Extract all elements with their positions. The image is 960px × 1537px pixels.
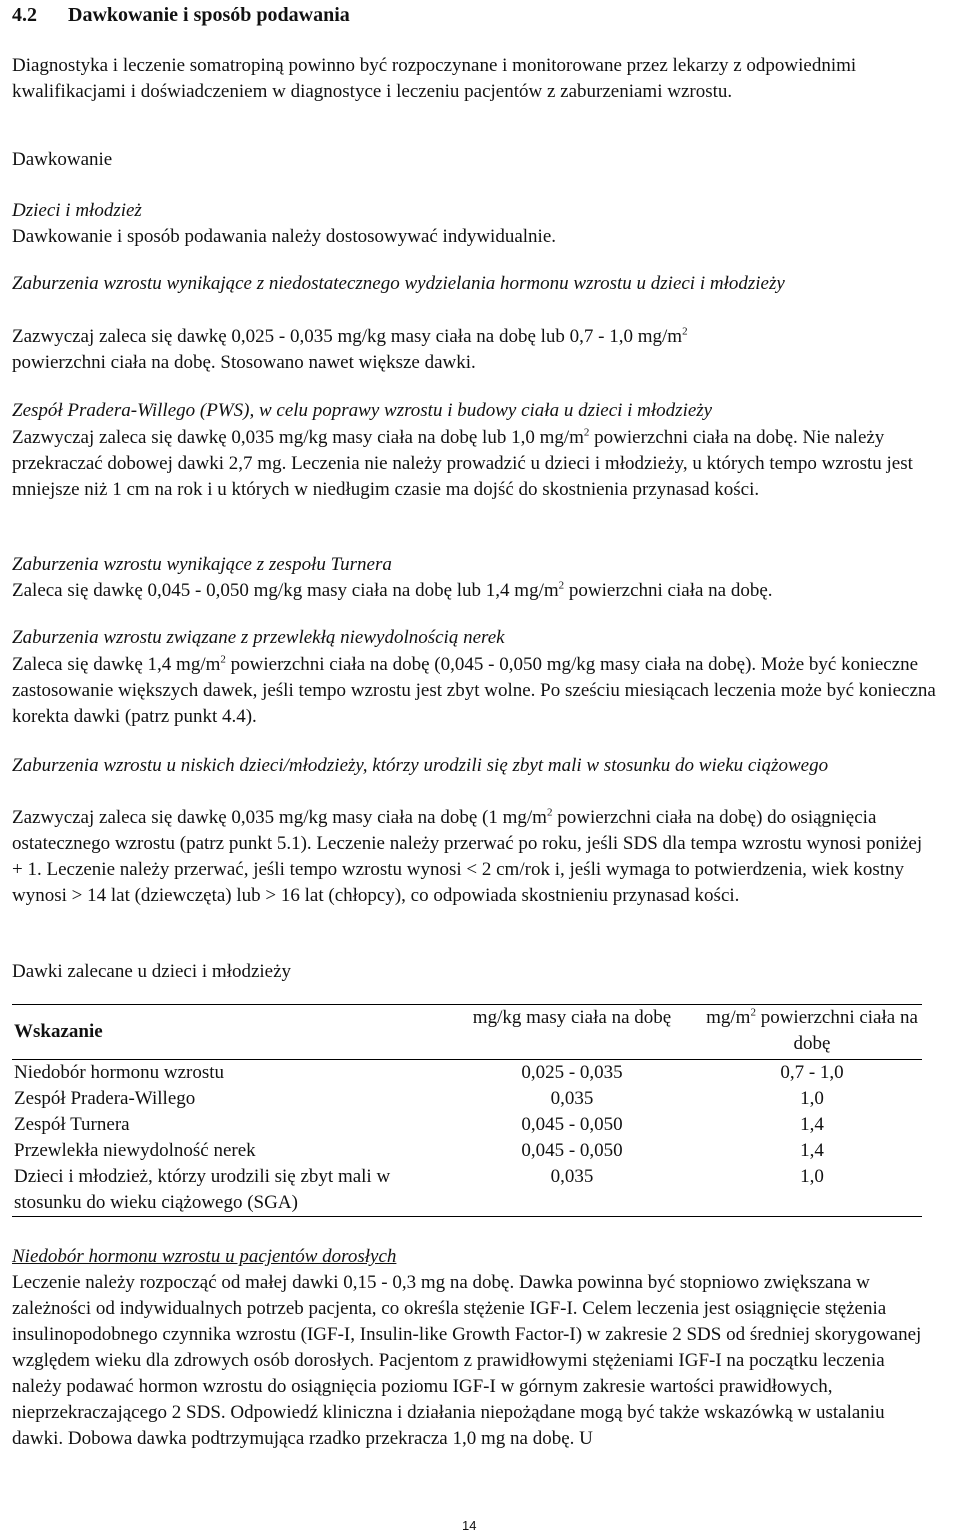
turner-text	[12, 578, 937, 604]
row-indication: Dzieci i młodzież, którzy urodzili się zbyt mali w stosunku do wieku ciążowego (SGA)	[14, 1166, 391, 1213]
ghd-children-heading: Zaburzenia wzrostu wynikające z niedostatecznego wydzielania hormonu wzrostu u dzieci i młodzieży	[12, 273, 785, 294]
row-mgkg: 0,035	[550, 1166, 594, 1187]
sga-text	[12, 805, 937, 909]
dose-table	[12, 1004, 922, 1217]
row-mgkg: 0,045 - 0,050	[521, 1114, 623, 1135]
pws-text	[12, 425, 937, 503]
sga-heading: Zaburzenia wzrostu u niskich dzieci/młodzieży, którzy urodzili się zbyt mali w stosunku do wieku ciążowego	[12, 755, 829, 776]
children-text: Dawkowanie i sposób podawania należy dostosowywać indywidualnie.	[12, 226, 557, 247]
turner-text-part1: Zaleca się dawkę 0,045 - 0,050 mg/kg masy ciała na dobę lub 1,4 mg/m	[12, 580, 559, 601]
children-heading: Dzieci i młodzież	[12, 200, 142, 221]
row-mgkg: 0,045 - 0,050	[521, 1140, 623, 1161]
pws-heading: Zespół Pradera-Willego (PWS), w celu poprawy wzrostu i budowy ciała u dzieci i młodzieży	[12, 400, 713, 421]
sga-sup: 2	[546, 806, 553, 819]
turner-sup: 2	[558, 579, 565, 592]
row-mgm2: 1,4	[800, 1114, 824, 1135]
ghd-text-part1: Zazwyczaj zaleca się dawkę 0,025 - 0,035 mg/kg masy ciała na dobę lub 0,7 - 1,0 mg/m	[12, 326, 683, 347]
sga-text-part2: powierzchni ciała na dobę) do osiągnięcia ostatecznego wzrostu (patrz punkt 5.1). Leczenie należy przerwać po roku, jeśli SDS dla tempa wzrostu wynosi poniżej + 1. Leczenie należy przerwać, jeśli tempo wzrostu wynosi < 2 cm/rok i, jeśli wymaga to potwierdzenia, wiek kostny wynosi > 14 lat (dziewczęta) lub > 16 lat (chłopcy), co odpowiada skostnieniu przynasad kości.	[12, 807, 923, 906]
adults-text: Leczenie należy rozpocząć od małej dawki 0,15 - 0,3 mg na dobę. Dawka powinna być stopniowo zwiększana w zależności od indywidualnych potrzeb pacjenta, co określa stężenie IGF-I. Celem leczenia jest osiągnięcie stężenia insulinopodobnego czynnika wzrostu (IGF-I, Insulin-like Growth Factor-I) w zakresie 2 SDS od średniej skorygowanej względem wieku dla zdrowych osób dorosłych. Pacjentom z prawidłowymi stężeniami IGF-I na początku leczenia należy podawać hormon wzrostu do osiągnięcia poziomu IGF-I w górnym zakresie wartości prawidłowych, nieprzekraczającego 2 SDS. Odpowiedź kliniczna i działania niepożądane mogą być także wskazówką w ustalaniu dawki. Dobowa dawka podtrzymująca rzadko przekracza 1,0 mg na dobę. U	[12, 1272, 922, 1449]
row-indication: Zespół Turnera	[14, 1114, 130, 1135]
intro-paragraph: Diagnostyka i leczenie somatropiną powinno być rozpoczynane i monitorowane przez lekarzy z odpowiednimi kwalifikacjami i doświadczeniem w diagnostyce i leczeniu pacjentów z zaburzeniami wzrostu.	[12, 55, 857, 102]
section-number: 4.2	[12, 4, 37, 26]
row-indication: Zespół Pradera-Willego	[14, 1088, 196, 1109]
header-mgm2-part1: mg/m	[706, 1007, 751, 1028]
ckd-heading: Zaburzenia wzrostu związane z przewlekłą niewydolnością nerek	[12, 627, 505, 648]
table-header-row	[12, 1005, 922, 1060]
header-mgkg: mg/kg masy ciała na dobę	[472, 1007, 672, 1028]
pws-sup: 2	[583, 426, 590, 439]
table-row	[12, 1138, 922, 1164]
header-indication: Wskazanie	[14, 1021, 103, 1042]
ckd-sup: 2	[220, 653, 226, 666]
row-mgkg: 0,025 - 0,035	[521, 1062, 623, 1083]
adults-heading: Niedobór hormonu wzrostu u pacjentów dorosłych	[12, 1246, 397, 1267]
row-mgm2: 0,7 - 1,0	[780, 1062, 844, 1083]
section-heading	[12, 2, 350, 28]
table-row	[12, 1060, 922, 1087]
row-indication: Przewlekła niewydolność nerek	[14, 1140, 256, 1161]
table-caption: Dawki zalecane u dzieci i młodzieży	[12, 961, 292, 982]
row-mgm2: 1,4	[800, 1140, 824, 1161]
header-mgm2-sup: 2	[750, 1006, 756, 1019]
header-mgm2	[702, 1005, 922, 1060]
page-number: 14	[462, 1518, 477, 1533]
table-row	[12, 1086, 922, 1112]
ckd-text	[12, 652, 937, 730]
dosing-heading: Dawkowanie	[12, 149, 113, 170]
row-mgm2: 1,0	[800, 1088, 824, 1109]
ckd-text-part1: Zaleca się dawkę 1,4 mg/m	[12, 654, 221, 675]
ghd-sup: 2	[682, 325, 688, 338]
table-row	[12, 1112, 922, 1138]
row-mgm2: 1,0	[800, 1166, 824, 1187]
sga-text-part1: Zazwyczaj zaleca się dawkę 0,035 mg/kg masy ciała na dobę (1 mg/m	[12, 807, 547, 828]
turner-heading: Zaburzenia wzrostu wynikające z zespołu Turnera	[12, 554, 392, 575]
ghd-text-part2: powierzchni ciała na dobę. Stosowano nawet większe dawki.	[12, 352, 476, 373]
ghd-children-text	[12, 324, 937, 376]
ckd-text-part2: powierzchni ciała na dobę (0,045 - 0,050 mg/kg masy ciała na dobę). Może być konieczne zastosowanie większych dawek, jeśli tempo wzrostu jest zbyt wolne. Po sześciu miesiącach leczenia może być konieczna korekta dawki (patrz punkt 4.4).	[12, 654, 936, 727]
table-row	[12, 1164, 922, 1217]
turner-text-part2: powierzchni ciała na dobę.	[564, 580, 773, 601]
header-mgm2-part2: powierzchni ciała na dobę	[755, 1007, 918, 1054]
row-indication: Niedobór hormonu wzrostu	[14, 1062, 225, 1083]
pws-text-part2: powierzchni ciała na dobę. Nie należy przekraczać dobowej dawki 2,7 mg. Leczenia nie należy prowadzić u dzieci i młodzieży, u których tempo wzrostu jest mniejsze niż 1 cm na rok i u których w niedługim czasie ma dojść do skostnienia przynasad kości.	[12, 427, 913, 500]
section-title: Dawkowanie i sposób podawania	[68, 4, 350, 26]
row-mgkg: 0,035	[550, 1088, 594, 1109]
pws-text-part1: Zazwyczaj zaleca się dawkę 0,035 mg/kg masy ciała na dobę lub 1,0 mg/m	[12, 427, 584, 448]
